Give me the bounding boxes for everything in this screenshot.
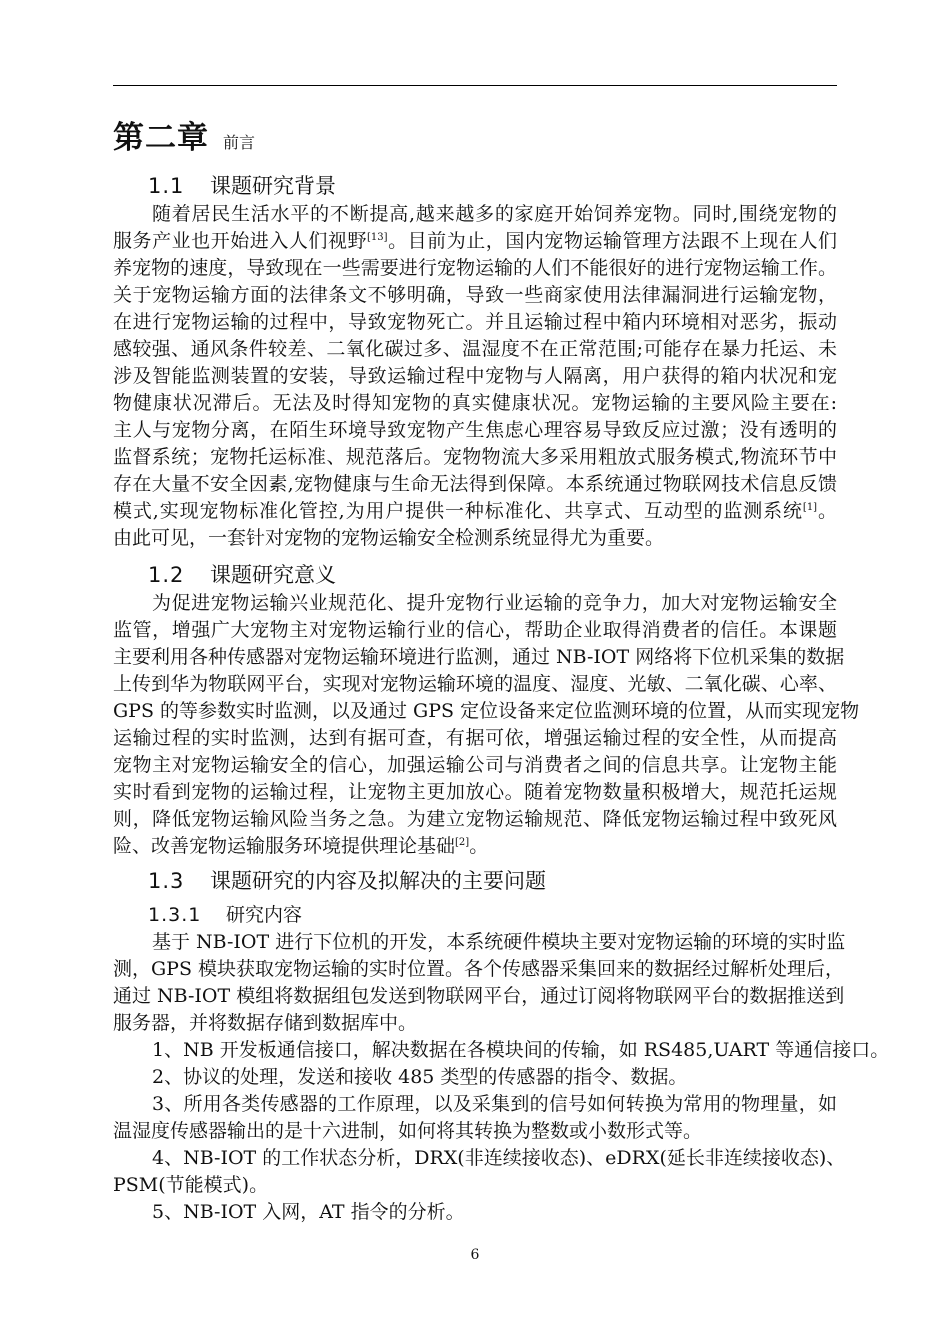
- list-item: [113, 1064, 837, 1091]
- line-text: 涉及智能监测装置的安装，导致运输过程中宠物与人隔离，用户获得的箱内状况和宠: [113, 365, 837, 387]
- citation-reference: [1]: [802, 502, 818, 513]
- line-text: 关于宠物运输方面的法律条文不够明确，导致一些商家使用法律漏洞进行运输宠物，: [113, 284, 837, 306]
- text-line: [113, 444, 837, 471]
- line-text: 存在大量不安全因素,宠物健康与生命无法得到保障。本系统通过物联网技术信息反馈: [113, 473, 837, 495]
- line-text: 在进行宠物运输的过程中，导致宠物死亡。并且运输过程中箱内环境相对恶劣，振动: [113, 311, 837, 333]
- paragraph: [113, 201, 837, 552]
- text-line: [113, 956, 845, 983]
- line-text: 4、NB-IOT 的工作状态分析，DRX(非连续接收态)、eDRX(延长非连续接收态)、: [152, 1147, 846, 1169]
- line-text: 由此可见，一套针对宠物的宠物运输安全检测系统显得尤为重要。: [113, 527, 665, 549]
- text-line: [113, 336, 837, 363]
- text-line: [113, 671, 837, 698]
- line-text: 随着居民生活水平的不断提高,越来越多的家庭开始饲养宠物。同时,围绕宠物的: [152, 203, 837, 225]
- text-line: [113, 806, 837, 833]
- line-text: 。目前为止，国内宠物运输管理方法跟不上现在人们: [387, 230, 837, 252]
- text-line: [113, 309, 837, 336]
- page-number: 6: [470, 1247, 480, 1263]
- subsection-title: 研究内容: [226, 904, 303, 926]
- header-rule: [113, 85, 837, 86]
- line-text: 服务产业也开始进入人们视野: [113, 230, 368, 252]
- section-number: 1.1: [148, 174, 185, 198]
- line-text: 服务器，并将数据存储到数据库中。: [113, 1012, 418, 1034]
- line-text: 主要利用各种传感器对宠物运输环境进行监测，通过 NB-IOT 网络将下位机采集的数据: [113, 646, 845, 668]
- section-number: 1.3: [148, 869, 185, 893]
- section-heading-1-1: [148, 170, 336, 200]
- section-title: 课题研究意义: [210, 563, 336, 587]
- paragraph: [113, 590, 860, 860]
- text-line: [113, 228, 837, 255]
- line-text: 基于 NB-IOT 进行下位机的开发，本系统硬件模块主要对宠物运输的环境的实时监: [152, 931, 846, 953]
- text-line: [113, 1091, 837, 1118]
- line-text: 1、NB 开发板通信接口，解决数据在各模块间的传输，如 RS485,UART 等通信接口。: [152, 1039, 890, 1061]
- line-text: 2、协议的处理，发送和接收 485 类型的传感器的指令、数据。: [152, 1066, 688, 1088]
- text-line: [113, 282, 837, 309]
- line-text: 实时看到宠物的运输过程，让宠物主更加放心。随着宠物数量积极增大，规范托运规: [113, 781, 837, 803]
- text-line: [113, 417, 837, 444]
- text-line: [113, 1037, 890, 1064]
- line-text: 模式,实现宠物标准化管控,为用户提供一种标准化、共享式、互动型的监测系统: [113, 500, 803, 522]
- line-text: 感较强、通风条件较差、二氧化碳过多、温湿度不在正常范围;可能存在暴力托运、未: [113, 338, 837, 360]
- text-line: [113, 833, 837, 860]
- section-heading-1-2: [148, 559, 336, 589]
- text-line: [113, 363, 837, 390]
- line-text: 上传到华为物联网平台，实现对宠物运输环境的温度、湿度、光敏、二氧化碳、心率、: [113, 673, 837, 695]
- paragraph: [113, 929, 846, 1037]
- line-text: GPS 的等参数实时监测，以及通过 GPS 定位设备来定位监测环境的位置，从而实现宠物: [113, 700, 860, 722]
- text-line: [113, 201, 837, 228]
- text-line: [113, 752, 837, 779]
- text-line: [113, 590, 837, 617]
- text-line: [113, 725, 837, 752]
- list-item: [113, 1199, 837, 1226]
- text-line: [113, 525, 837, 552]
- text-line: [113, 471, 837, 498]
- text-line: [113, 1064, 837, 1091]
- line-text: 宠物主对宠物运输安全的信心，加强运输公司与消费者之间的信息共享。让宠物主能: [113, 754, 837, 776]
- line-text: 3、所用各类传感器的工作原理，以及采集到的信号如何转换为常用的物理量，如: [152, 1093, 837, 1115]
- text-line: [113, 1118, 837, 1145]
- text-line: [113, 390, 837, 417]
- text-line: [113, 644, 845, 671]
- line-text: 。: [469, 835, 489, 857]
- line-text: 通过 NB-IOT 模组将数据组包发送到物联网平台，通过订阅将物联网平台的数据推送到: [113, 985, 845, 1007]
- line-text: 物健康状况滞后。无法及时得知宠物的真实健康状况。宠物运输的主要风险主要在:: [113, 392, 837, 414]
- chapter-title: 第二章: [113, 120, 209, 156]
- text-line: [113, 698, 860, 725]
- line-text: 。: [817, 500, 837, 522]
- subsection-number: 1.3.1: [148, 904, 202, 926]
- section-heading-1-3: [148, 865, 546, 895]
- subsection-heading-1-3-1: [148, 900, 302, 927]
- text-line: [113, 617, 837, 644]
- chapter-subtitle: 前言: [223, 133, 256, 152]
- text-line: [113, 929, 846, 956]
- line-text: 主人与宠物分离，在陌生环境导致宠物产生焦虑心理容易导致反应过激；没有透明的: [113, 419, 837, 441]
- line-text: 温湿度传感器输出的是十六进制，如何将其转换为整数或小数形式等。: [113, 1120, 703, 1142]
- text-line: [113, 983, 845, 1010]
- text-line: [113, 1010, 837, 1037]
- line-text: 运输过程的实时监测，达到有据可查，有据可依，增强运输过程的安全性，从而提高: [113, 727, 837, 749]
- citation-reference: [13]: [367, 232, 388, 243]
- text-line: [113, 1199, 837, 1226]
- line-text: 险、改善宠物运输服务环境提供理论基础: [113, 835, 456, 857]
- list-item: [113, 1091, 837, 1145]
- line-text: 为促进宠物运输兴业规范化、提升宠物行业运输的竞争力，加大对宠物运输安全: [152, 592, 837, 614]
- citation-reference: [2]: [455, 837, 470, 848]
- text-line: [113, 498, 837, 525]
- line-text: 养宠物的速度，导致现在一些需要进行宠物运输的人们不能很好的进行宠物运输工作。: [113, 257, 837, 279]
- line-text: 5、NB-IOT 入网，AT 指令的分析。: [152, 1201, 465, 1223]
- list-item: [113, 1145, 846, 1199]
- text-line: [113, 1145, 846, 1172]
- text-line: [113, 1172, 837, 1199]
- text-line: [113, 779, 837, 806]
- line-text: 监督系统；宠物托运标准、规范落后。宠物物流大多采用粗放式服务模式,物流环节中: [113, 446, 837, 468]
- line-text: PSM(节能模式)。: [113, 1174, 269, 1196]
- chapter-heading: [113, 112, 255, 157]
- section-title: 课题研究的内容及拟解决的主要问题: [210, 869, 546, 893]
- line-text: 监管，增强广大宠物主对宠物运输行业的信心，帮助企业取得消费者的信任。本课题: [113, 619, 837, 641]
- line-text: 测，GPS 模块获取宠物运输的实时位置。各个传感器采集回来的数据经过解析处理后，: [113, 958, 845, 980]
- line-text: 则，降低宠物运输风险当务之急。为建立宠物运输规范、降低宠物运输过程中致死风: [113, 808, 837, 830]
- text-line: [113, 255, 837, 282]
- list-item: [113, 1037, 890, 1064]
- section-title: 课题研究背景: [210, 174, 336, 198]
- section-number: 1.2: [148, 563, 185, 587]
